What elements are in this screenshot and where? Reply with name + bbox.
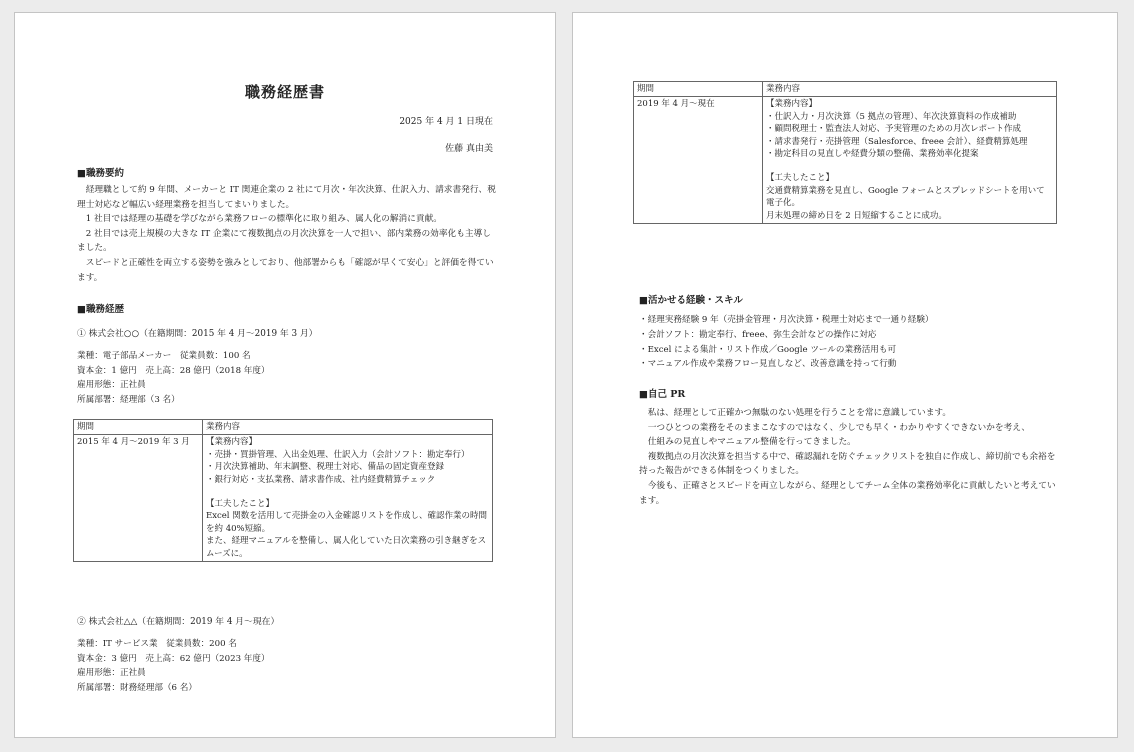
company1-info-line: 所属部署：経理部（3 名） <box>77 394 180 405</box>
summary-paragraph: 2 社目では売上規模の大きな IT 企業にて複数拠点の月次決算を一人で担い、部内業務の効率化も主導しました。 <box>77 228 491 254</box>
table-header-row <box>634 82 1057 97</box>
company2-info-line: 所属部署：財務経理部（6 名） <box>77 682 197 693</box>
period-cell: 2015 年 4 月～2019 年 3 月 <box>74 435 203 562</box>
content-header: 業務内容 <box>763 82 1057 97</box>
pr-heading: ■自己 PR <box>639 389 686 400</box>
skill-item: ・Excel による集計・リスト作成／Google ツールの業務活用も可 <box>639 344 897 355</box>
document-page-2 <box>572 12 1118 738</box>
duty-item: ・仕訳入力・月次決算（5 拠点の管理）、年次決算資料の作成補助 <box>766 111 1017 122</box>
company2-info <box>77 637 270 695</box>
company2-info-line: 雇用形態：正社員 <box>77 668 146 679</box>
duties-heading: 【業務内容】 <box>766 99 818 110</box>
ideas-heading: 【工夫したこと】 <box>206 499 275 510</box>
company2-job-table <box>633 81 1057 224</box>
pr-paragraph: 私は、経理として正確かつ無駄のない処理を行うことを常に意識しています。 <box>639 408 952 418</box>
duties-heading: 【業務内容】 <box>206 437 258 448</box>
ideas-heading: 【工夫したこと】 <box>766 173 835 184</box>
table-row <box>74 435 493 562</box>
pr-paragraph: 複数拠点の月次決算を担当する中で、確認漏れを防ぐチェックリストを独自に作成し、締切前でも余裕を持った報告ができる体制をつくりました。 <box>639 451 1056 477</box>
history-heading: ■職務経歴 <box>77 304 124 315</box>
pr-paragraph: 今後も、正確さとスピードを両立しながら、経理としてチーム全体の業務効率化に貢献したいと考えています。 <box>639 480 1056 506</box>
document-page-1 <box>14 12 556 738</box>
content-header: 業務内容 <box>203 420 493 435</box>
skill-item: ・マニュアル作成や業務フロー見直しなど、改善意識を持って行動 <box>639 359 897 370</box>
content-cell <box>203 435 493 562</box>
duty-item: ・月次決算補助、年末調整、税理士対応、備品の固定資産登録 <box>206 462 445 473</box>
duty-item: ・売掛・買掛管理、入出金処理、仕訳入力（会計ソフト：勘定奉行） <box>206 449 470 460</box>
duty-item: ・銀行対応・支払業務、請求書作成、社内経費精算チェック <box>206 474 436 485</box>
company1-info <box>77 349 270 407</box>
summary-paragraph: 経理職として約 9 年間、メーカーと IT 関連企業の 2 社にて月次・年次決算、仕訳入力、請求書発行、税理士対応など幅広い経理業務を担当してまいりました。 <box>77 185 496 210</box>
table-row <box>634 97 1057 224</box>
company2-info-line: 業種：IT サービス業 従業員数：200 名 <box>77 639 237 649</box>
pr-paragraph: 一つひとつの業務をそのままこなすのではなく、少しでも早く・わかりやすくできないかを考え、 <box>639 422 1031 433</box>
company2-info-line: 資本金：3 億円 売上高：62 億円（2023 年度） <box>77 653 270 664</box>
skill-item: ・経理実務経験 9 年（売掛金管理・月次決算・税理士対応まで一通り経験） <box>639 315 934 325</box>
company1-info-line: 雇用形態：正社員 <box>77 380 146 391</box>
idea-item: また、経理マニュアルを整備し、属人化していた日次業務の引き継ぎをスムーズに。 <box>206 536 487 559</box>
company1-job-table <box>73 419 493 562</box>
idea-item: 月末処理の締め日を 2 日短縮することに成功。 <box>766 210 947 221</box>
summary-paragraph: スピードと正確性を両立する姿勢を強みとしており、他部署からも「確認が早くて安心」と評価を得ています。 <box>77 257 494 283</box>
skills-list <box>639 313 934 372</box>
company1-heading: ① 株式会社○○（在籍期間：2015 年 4 月～2019 年 3 月） <box>77 329 318 339</box>
pr-text <box>639 406 1057 508</box>
company2-heading: ② 株式会社△△（在籍期間：2019 年 4 月～現在） <box>77 617 280 627</box>
summary-heading: ■職務要約 <box>77 168 124 179</box>
duty-item: ・顧問税理士・監査法人対応、予実管理のための月次レポート作成 <box>766 124 1022 135</box>
skills-heading: ■活かせる経験・スキル <box>639 295 743 306</box>
summary-text <box>77 183 497 285</box>
company1-info-line: 業種：電子部品メーカー 従業員数：100 名 <box>77 351 251 361</box>
duty-item: ・勘定科目の見直しや経費分類の整備、業務効率化提案 <box>766 149 979 160</box>
document-date: 2025 年 4 月 1 日現在 <box>399 117 493 127</box>
summary-paragraph: 1 社目では経理の基礎を学びながら業務フローの標準化に取り組み、属人化の解消に貢献。 <box>77 214 442 225</box>
table-header-row <box>74 420 493 435</box>
pr-paragraph: 仕組みの見直しやマニュアル整備を行ってきました。 <box>639 437 856 448</box>
period-header: 期間 <box>634 82 763 97</box>
author-name: 佐藤 真由美 <box>445 144 493 154</box>
period-cell: 2019 年 4 月～現在 <box>634 97 763 224</box>
duty-item: ・請求書発行・売掛管理（Salesforce、freee 会計）、経費精算処理 <box>766 136 1028 147</box>
idea-item: 交通費精算業務を見直し、Google フォームとスプレッドシートを用いて電子化。 <box>766 185 1045 209</box>
idea-item: Excel 関数を活用して売掛金の入金確認リストを作成し、確認作業の時間を約 40%短縮。 <box>206 511 488 534</box>
skill-item: ・会計ソフト：勘定奉行、freee、弥生会計などの操作に対応 <box>639 329 877 340</box>
document-title: 職務経歴書 <box>244 83 325 101</box>
content-cell <box>763 97 1057 224</box>
period-header: 期間 <box>74 420 203 435</box>
company1-info-line: 資本金：1 億円 売上高：28 億円（2018 年度） <box>77 365 270 376</box>
